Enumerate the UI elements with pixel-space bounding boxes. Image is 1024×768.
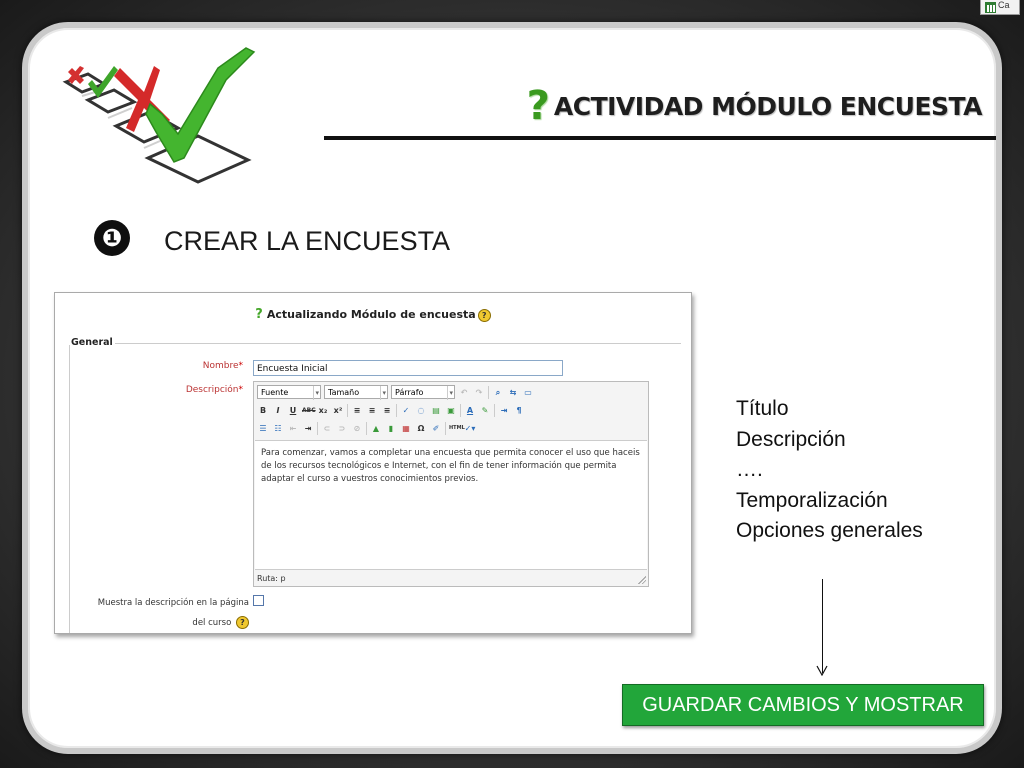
image-icon[interactable]: ▲ [372,423,380,433]
text-color-icon[interactable]: A [466,405,474,415]
form-title-text: Actualizando Módulo de encuesta [266,308,476,321]
strikethrough-icon[interactable]: ABC [302,406,316,414]
align-left-icon[interactable]: ≡ [353,405,361,415]
paragraph-select[interactable]: Párrafo ▾ [391,385,455,399]
bold-icon[interactable]: B [259,405,267,415]
edit-icon[interactable]: ✐ [432,423,440,433]
underline-icon[interactable]: U [289,405,297,415]
slide [22,22,1002,754]
fieldset-legend: General [71,337,113,348]
question-mark-icon: ? [526,83,550,129]
slide-title-text: ACTIVIDAD MÓDULO ENCUESTA [553,91,982,121]
show-description-line1: Muestra la descripción en la página [97,598,249,608]
undo-icon[interactable]: ↶ [460,387,468,397]
find-icon[interactable]: ⌕ [495,387,501,397]
subscript-icon[interactable]: x₂ [318,405,328,415]
italic-icon[interactable]: I [276,405,280,415]
show-description-checkbox[interactable] [253,595,264,606]
note-item: Título [736,397,789,420]
question-mark-icon: ? [255,307,263,322]
fullscreen-icon[interactable]: ▭ [524,387,532,397]
table-icon[interactable]: ▦ [402,423,410,433]
editor-path: Ruta: p [257,574,286,583]
description-label-text: Descripción [185,385,239,395]
note-item: Opciones generales [736,519,923,542]
toolbar-separator [317,422,318,435]
superscript-icon[interactable]: x² [333,405,343,415]
down-arrow-line [822,579,823,673]
highlight-color-icon[interactable]: ✎ [481,405,489,415]
nolink-icon[interactable]: ⊘ [353,423,361,433]
link-icon[interactable]: ⊂ [323,423,331,433]
replace-icon[interactable]: ⇆ [509,387,517,397]
spellcheck-icon[interactable]: ✓ [402,405,410,415]
size-select[interactable]: Tamaño ▾ [324,385,388,399]
ltr-icon[interactable]: ⇥ [500,405,508,415]
outdent-icon[interactable]: ⇤ [289,423,297,433]
name-label-text: Nombre [202,361,239,371]
toolbar-separator [445,422,446,435]
toolbar-separator [494,404,495,417]
paste-word-icon[interactable]: ▣ [447,405,455,415]
moodle-form-screenshot [54,292,692,634]
toolbar-row-2 [257,402,525,418]
toolbar-separator [396,404,397,417]
spreadsheet-icon [985,2,996,13]
align-center-icon[interactable]: ≡ [368,405,376,415]
indent-icon[interactable]: ⇥ [304,423,312,433]
unlink-icon[interactable]: ⊃ [338,423,346,433]
required-marker: * [238,361,243,371]
toolbar-separator [488,386,489,399]
name-label [203,361,243,371]
step-title: CREAR LA ENCUESTA [164,226,451,256]
html-source-icon[interactable]: HTML [449,424,465,431]
slide-title [526,83,982,129]
checklist-logo-icon [58,40,288,190]
toolbar-separator [366,422,367,435]
corner-app-icon [980,0,1020,15]
help-icon[interactable]: ? [236,616,249,629]
bullet-list-icon[interactable]: ☰ [259,423,267,433]
note-item: Descripción [736,427,846,451]
description-editor[interactable] [253,381,649,587]
clean-icon[interactable]: ◌ [417,405,425,415]
step-number-badge: ❶ [94,220,130,256]
paste-text-icon[interactable]: ▤ [432,405,440,415]
form-title [55,307,691,322]
show-description-line2: del curso [192,618,232,628]
arrow-down-icon [816,664,828,676]
align-right-icon[interactable]: ≡ [383,405,391,415]
required-marker: * [238,385,243,395]
help-icon[interactable]: ? [478,309,491,322]
resize-handle[interactable] [638,576,646,584]
name-input[interactable]: Encuesta Inicial [253,360,563,376]
fieldset-border [69,345,70,633]
numbered-list-icon[interactable]: ☷ [274,423,282,433]
redo-icon[interactable]: ↷ [475,387,483,397]
toolbar-separator [347,404,348,417]
description-label [186,385,243,395]
special-char-icon[interactable]: Ω [417,423,425,433]
spell-dropdown-icon[interactable]: ✓▾ [464,423,476,433]
title-underline [324,136,996,140]
toolbar-row-1 [257,384,534,400]
show-description-label [98,593,249,633]
toolbar-row-3 [257,420,476,436]
font-select[interactable]: Fuente ▾ [257,385,321,399]
media-icon[interactable]: ▮ [388,423,394,433]
rtl-icon[interactable]: ¶ [516,405,522,415]
toolbar-separator [460,404,461,417]
fieldset-divider [115,343,681,344]
corner-icon-label: Ca [998,0,1010,10]
note-item: Temporalización [736,488,888,512]
notes-list [736,394,923,547]
note-item: …. [736,458,763,481]
save-and-show-button[interactable]: GUARDAR CAMBIOS Y MOSTRAR [622,684,984,726]
description-text-area[interactable]: Para comenzar, vamos a completar una encuesta que permita conocer el uso que haceis de los recursos tecnológicos e Internet, con el fin de tener información que permita adaptar el curso a vuestros conocimientos previos. [255,440,647,570]
